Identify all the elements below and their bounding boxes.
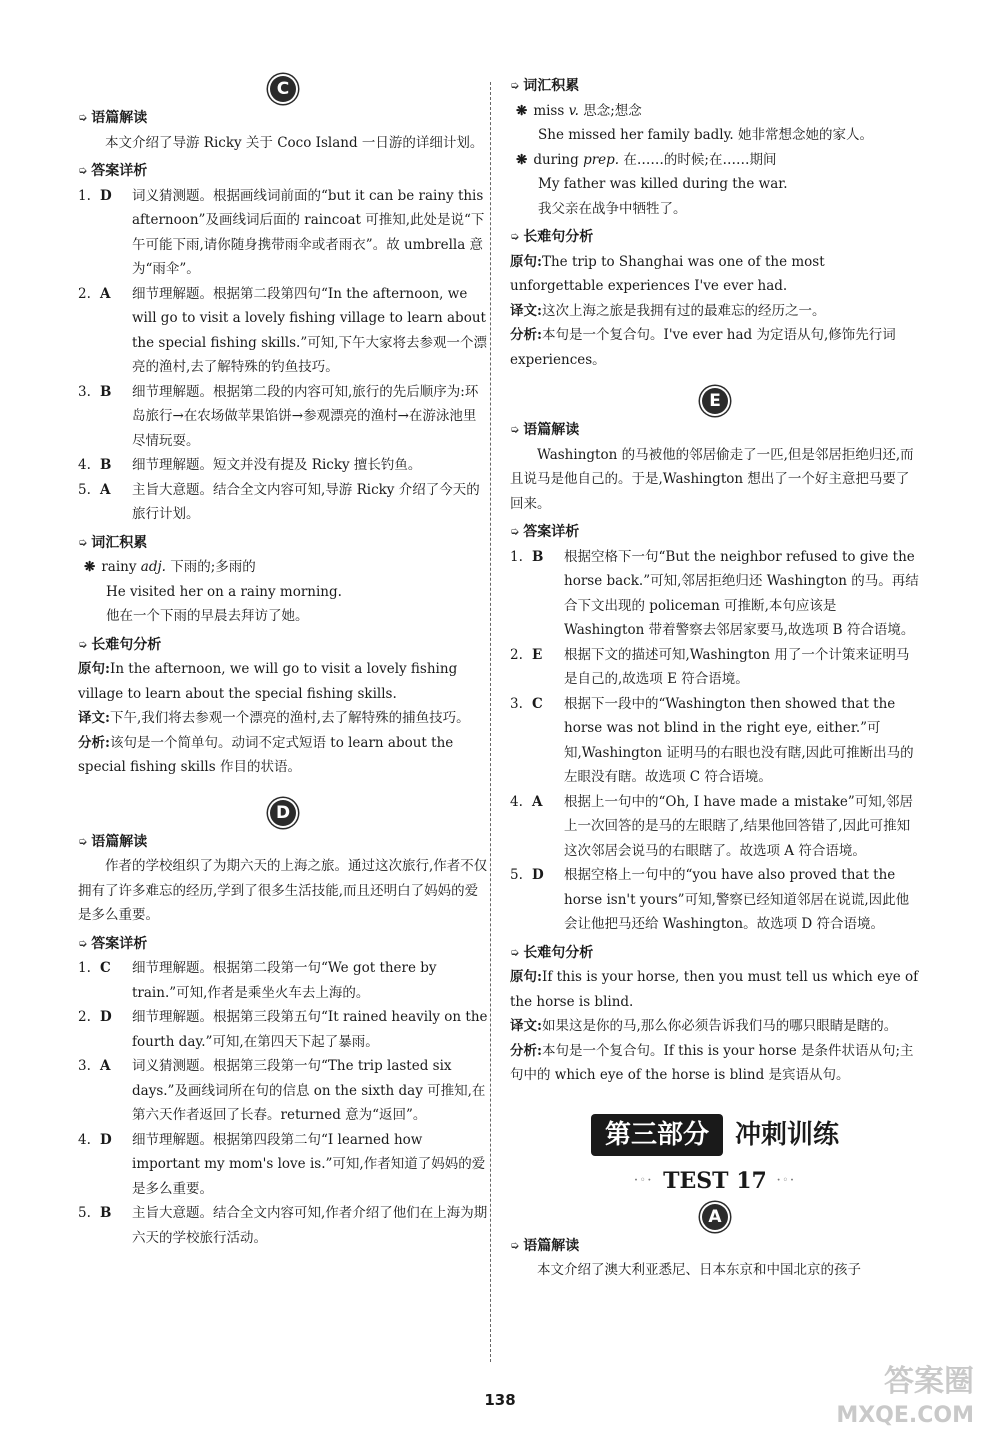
asterisk-icon: ❋ [84,559,96,575]
arrow-marker-icon: ➭ [510,525,520,538]
section-badge-a: A [510,1204,920,1230]
section-heading: ➭ 词汇积累 [78,531,488,556]
section-heading: ➭ 语篇解读 [78,830,488,855]
section-heading: ➭ 语篇解读 [510,418,920,443]
answer-list [510,545,920,937]
arrow-marker-icon: ➭ [510,945,520,959]
answer-item: 4. D 细节理解题。根据第四段第二句“I learned how important my mom's love is.”可知,作者知道了妈妈的爱是多么重要。 [78,1131,486,1197]
answer-item: 1. D 词义猜测题。根据画线词前面的“but it can be rainy this afternoon”及画线词后面的 raincoat 可推知,此处是说“下午可能下雨,请你随身携带雨伞或者雨衣”。故 umbrella 意为“雨伞”。 [78,187,485,277]
reading-summary: Washington 的马被他的邻居偷走了一匹,但是邻居拒绝归还,而且说马是他自己的。于是,Washington 想出了一个好主意把马要了回来。 [510,446,914,512]
asterisk-icon: ❋ [516,102,528,119]
sentence-original: 原句:In the afternoon, we will go to visit a lovely fishing village to learn about the special fishing skills. [78,661,458,702]
answer-item: 5. D 根据空格上一句中的“you have also proved that the horse isn't yours”可知,警察已经知道邻居在说谎,因此他会让他把马还给 Washington。故选项 D 符合语境。 [510,867,910,932]
reading-summary: 本文介绍了澳大利亚悉尼、日本东京和中国北京的孩子 [537,1262,861,1278]
sentence-original: 原句:The trip to Shanghai was one of the most unforgettable experiences I've ever had. [510,253,825,294]
answer-item: 1. B 根据空格下一句“But the neighbor refused to give the horse back.”可知,邻居拒绝归还 Washington 的马。再结合下文出现的 policeman 可推断,本句应该是 Washington 带着警察去邻居家要马,故选项 B 符合语境。 [510,548,919,638]
arrow-marker-icon: ➭ [78,637,88,651]
section-heading: ➭ 长难句分析 [510,225,920,250]
answer-item: 4. B 细节理解题。短文并没有提及 Ricky 擅长钓鱼。 [78,457,422,473]
arrow-marker-icon: ➭ [510,423,520,436]
section-heading: ➭ 答案详析 [510,520,920,545]
vocab-entry: ❋ during prep. 在……的时候;在……期间 My father was killed during the war. 我父亲在战争中牺牲了。 [516,151,788,217]
test-title: ·◦· TEST 17 ·◦· [510,1164,920,1198]
answer-item: 5. B 主旨大意题。结合全文内容可知,作者介绍了他们在上海为期六天的学校旅行活动。 [78,1205,488,1246]
sentence-analysis: 分析:本句是一个复合句。I've ever had 为定语从句,修饰先行词 experiences。 [510,327,896,368]
answer-list [78,184,488,527]
section-heading: ➭ 答案详析 [78,159,488,184]
section-heading: ➭ 答案详析 [78,932,488,957]
arrow-marker-icon: ➭ [78,111,88,124]
vocab-entry: ❋ rainy adj. 下雨的;多雨的 He visited her on a rainy morning. 他在一个下雨的早晨去拜访了她。 [84,559,342,624]
arrow-marker-icon: ➭ [78,164,88,177]
answer-list [78,956,488,1250]
sentence-analysis: 分析:本句是一个复合句。If this is your horse 是条件状语从句;主句中的 which eye of the horse is blind 是宾语从句。 [510,1042,914,1083]
column-divider [490,82,491,1362]
right-column [510,70,920,1283]
part-banner: 第三部分 冲刺训练 [510,1114,920,1156]
left-column [78,70,488,1250]
arrow-marker-icon: ➭ [510,1238,520,1252]
arrow-marker-icon: ➭ [510,230,520,243]
answer-item: 3. C 根据下一段中的“Washington then showed that the horse was not blind in the right eye, either.”可知,Washington 证明马的右眼也没有瞎,因此可推断出马的左眼没有瞎。故选项 C 符合语境。 [510,695,914,785]
section-heading: ➭ 语篇解读 [78,106,488,131]
arrow-marker-icon: ➭ [78,936,88,950]
arrow-marker-icon: ➭ [78,535,88,549]
sentence-translation: 译文:下午,我们将去参观一个漂亮的渔村,去了解特殊的捕鱼技巧。 [78,710,470,726]
answer-item: 1. C 细节理解题。根据第二段第一句“We got there by train.”可知,作者是乘坐火车去上海的。 [78,960,437,1001]
section-heading: ➭ 语篇解读 [510,1234,920,1259]
answer-item: 4. A 根据上一句中的“Oh, I have made a mistake”可知,邻居上一次回答的是马的左眼瞎了,结果他回答错了,因此可推知这次邻居会说马的右眼瞎了。故选项 A 符合语境。 [510,793,914,859]
answer-item: 3. A 词义猜测题。根据第三段第一句“The trip lasted six days.”及画线词所在句的信息 on the sixth day 可推知,在第六天作者返回了长春。returned 意为“返回”。 [78,1058,486,1123]
section-badge-c: C [78,76,488,102]
section-heading: ➭ 词汇积累 [510,74,920,99]
answer-item: 5. A 主旨大意题。结合全文内容可知,导游 Ricky 介绍了今天的旅行计划。 [78,481,480,522]
section-badge-e: E [510,388,920,414]
vocab-entry: ❋ miss v. 思念;想念 She missed her family badly. 她非常想念她的家人。 [516,102,874,143]
sentence-translation: 译文:这次上海之旅是我拥有过的最难忘的经历之一。 [510,302,826,319]
reading-summary: 本文介绍了导游 Ricky 关于 Coco Island 一日游的详细计划。 [105,134,484,151]
answer-item: 2. D 细节理解题。根据第三段第五句“It rained heavily on the fourth day.”可知,在第四天下起了暴雨。 [78,1009,488,1050]
sentence-original: 原句:If this is your horse, then you must tell us which eye of the horse is blind. [510,969,919,1010]
arrow-marker-icon: ➭ [78,834,88,848]
answer-item: 2. A 细节理解题。根据第二段第四句“In the afternoon, we will go to visit a lovely fishing village to learn about the special fishing skills.”可知,下午大家将去参观一个漂亮的渔村,去了解特殊的钓鱼技巧。 [78,285,488,375]
reading-summary: 作者的学校组织了为期六天的上海之旅。通过这次旅行,作者不仅拥有了许多难忘的经历,学到了很多生活技能,而且还明白了妈妈的爱是多么重要。 [78,858,488,923]
section-heading: ➭ 长难句分析 [510,941,920,966]
sentence-translation: 译文:如果这是你的马,那么你必须告诉我们马的哪只眼睛是瞎的。 [510,1018,898,1034]
watermark: 答案圈 MXQE.COM [836,1364,974,1428]
decorative-dots-icon: ·◦· [634,1174,654,1186]
section-heading: ➭ 长难句分析 [78,633,488,658]
sentence-analysis: 分析:该句是一个简单句。动词不定式短语 to learn about the special fishing skills 作目的状语。 [78,734,454,775]
decorative-dots-icon: ·◦· [776,1174,796,1186]
answer-item: 3. B 细节理解题。根据第二段的内容可知,旅行的先后顺序为:环岛旅行→在农场做苹果馅饼→参观漂亮的渔村→在游泳池里尽情玩耍。 [78,383,479,449]
arrow-marker-icon: ➭ [510,79,520,92]
section-badge-d: D [78,800,488,826]
answer-item: 2. E 根据下文的描述可知,Washington 用了一个计策来证明马是自己的,故选项 E 符合语境。 [510,646,910,687]
asterisk-icon: ❋ [516,151,528,168]
page-number: 138 [484,1391,516,1409]
